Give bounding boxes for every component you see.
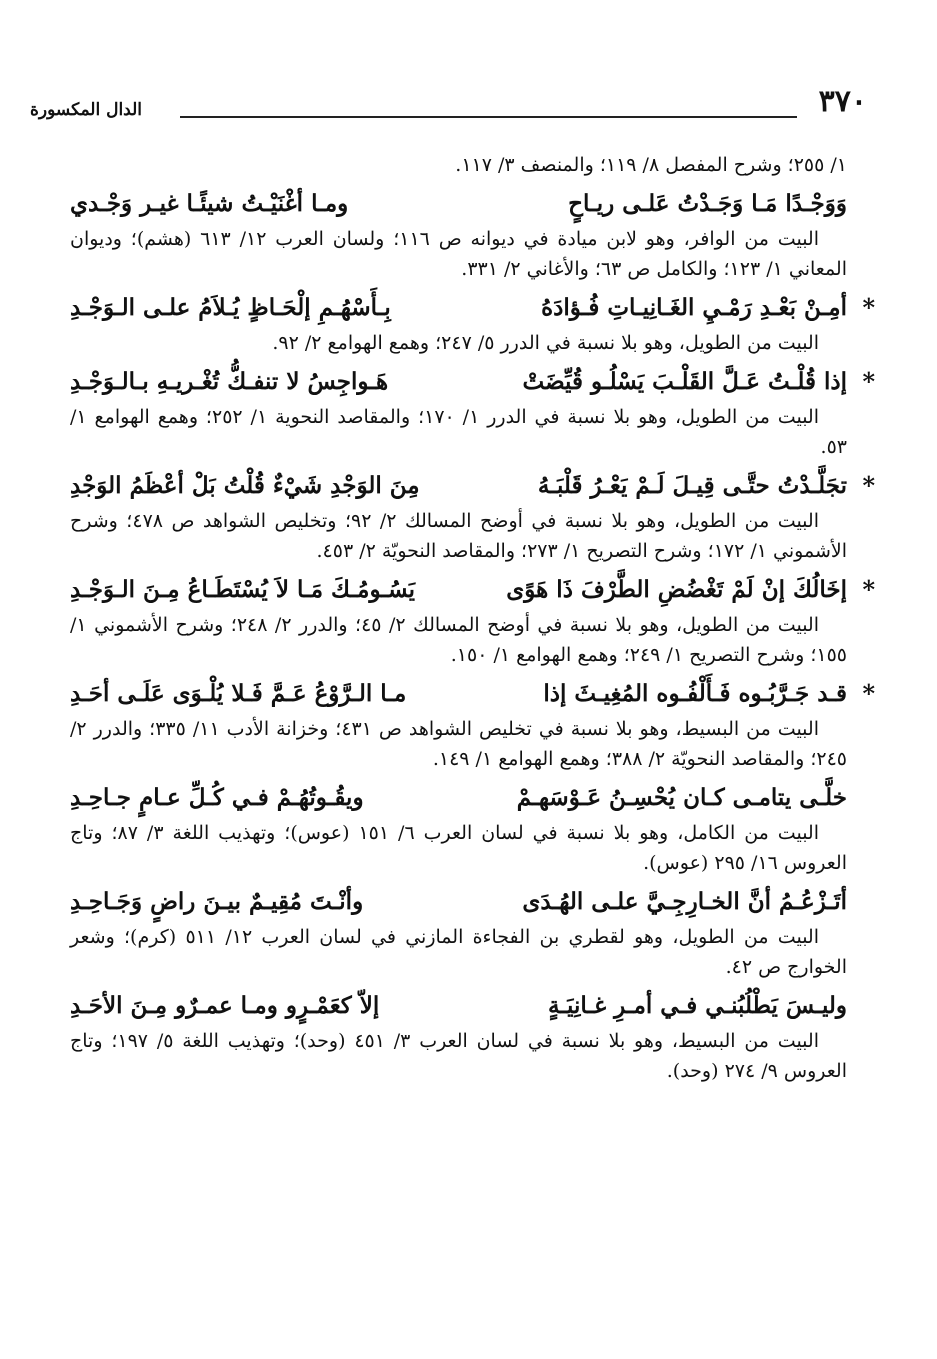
- asterisk-marker: *: [862, 679, 875, 708]
- second-hemistich: بِـأَسْهُـمِ إلْحَـاظٍ يُـلاَمُ علـى الـوَجْـدِ: [70, 294, 391, 321]
- first-hemistich: قـد جَـرَّبُـوه فَـأَلْفُـوه المُغِيـثَ إذا: [543, 680, 847, 707]
- verse-note: البيت من البسيط، وهو بلا نسبة في لسان العرب ٣/ ٤٥١ (وحد)؛ وتهذيب اللغة ٥/ ١٩٧؛ وتاج العروس ٩/ ٢٧٤ (وحد).: [70, 1030, 847, 1082]
- verse-note: البيت من الطويل، وهو بلا نسبة في أوضح المسالك ٢/ ٤٥؛ والدرر ٢/ ٢٤٨؛ وشرح الأشموني ١/ ١٥٥؛ وشرح التصريح ١/ ٢٤٩؛ وهمع الهوامع ١/ ١٥٠.: [70, 614, 847, 666]
- verse-note: البيت من الطويل، وهو بلا نسبة في الدرر ١/ ١٧٠؛ والمقاصد النحوية ١/ ٢٥٢؛ وهمع الهوامع ١/ ٥٣.: [70, 406, 847, 458]
- verse-entry: [70, 886, 847, 982]
- verse-note: البيت من الطويل، وهو لقطري بن الفجاءة المازني في لسان العرب ١٢/ ٥١١ (كرم)؛ وشعر الخوارج ص ٤٢.: [70, 926, 847, 978]
- page-number: ٣٧٠: [818, 84, 867, 119]
- asterisk-marker: *: [862, 367, 875, 396]
- verse-line: [70, 574, 875, 606]
- verse-entry: [70, 574, 875, 670]
- page-content: [70, 150, 875, 1092]
- verse-entry: [70, 782, 847, 878]
- verse-note: البيت من الكامل، وهو بلا نسبة في لسان العرب ٦/ ١٥١ (عوس)؛ وتهذيب اللغة ٣/ ٨٧؛ وتاج العروس ١٦/ ٢٩٥ (عوس).: [70, 822, 847, 874]
- verse-line: [70, 782, 847, 814]
- verse-line: [70, 678, 875, 710]
- asterisk-marker: *: [862, 293, 875, 322]
- verse-note: البيت من الوافر، وهو لابن ميادة في ديوانه ص ١١٦؛ ولسان العرب ١٢/ ٦١٣ (هشم)؛ وديوان المعاني ١/ ١٢٣؛ والكامل ص ٦٣؛ والأغاني ٢/ ٣٣١.: [70, 228, 847, 280]
- first-hemistich: أمِـنْ بَعْـدِ رَمْـيِ الغَـانِيـاتِ فُـؤادَهُ: [541, 294, 847, 321]
- verse-line: [70, 990, 847, 1022]
- verse-entries: [70, 188, 875, 1086]
- running-title: الدال المكسورة: [30, 100, 143, 120]
- second-hemistich: ومـا أغْنَيْـتُ شيئًـا غيـر وَجْـدي: [70, 190, 349, 217]
- verse-note: البيت من الطويل، وهو بلا نسبة في أوضح المسالك ٢/ ٩٢؛ وتخليص الشواهد ص ٤٧٨؛ وشرح الأشموني ١/ ١٧٢؛ وشرح التصريح ١/ ٢٧٣؛ والمقاصد النحويّة ٢/ ٤٥٣.: [70, 510, 847, 562]
- verse-entry: [70, 990, 847, 1086]
- second-hemistich: يَسُـومُـكَ مَـا لاَ يُسْتَطَـاعُ مِـنَ الـوَجْـدِ: [70, 576, 416, 603]
- first-hemistich: وَوَجْـدًا مَـا وَجَـدْتُ عَلـى ريـاحٍ: [568, 190, 847, 217]
- verse-entry: [70, 188, 847, 284]
- asterisk-marker: *: [862, 471, 875, 500]
- first-hemistich: تجَلَّـدْتُ حتَّـى قِيـلَ لَـمْ يَعْـرُ قَلْبَـهُ: [537, 472, 847, 499]
- first-hemistich: خلَّـى يتامـى كـان يُحْسِـنُ عَـوْسَهـمْ: [516, 784, 847, 811]
- second-hemistich: هَـواجِسُ لا تنفـكُّ تُغْـريـهِ بـالـوَجْـدِ: [70, 368, 389, 395]
- second-hemistich: وأنْـتَ مُقِيـمٌ بيـنَ راضٍ وَجَـاحِـدِ: [70, 888, 364, 915]
- verse-line: [70, 292, 875, 324]
- verse-note: البيت من البسيط، وهو بلا نسبة في تخليص الشواهد ص ٤٣١؛ وخزانة الأدب ١١/ ٣٣٥؛ والدرر ٢/ ٢٤٥؛ والمقاصد النحويّة ٢/ ٣٨٨؛ وهمع الهوامع ١/ ١٤٩.: [70, 718, 847, 770]
- first-hemistich: وليـسَ يَطْلُبُنـي فـي أمـرِ غـانِيَـةٍ: [547, 992, 847, 1019]
- first-hemistich: إخَالُكَ إنْ لَمْ تَغْضُضِ الطَّرْفَ ذَا هَوًى: [506, 576, 847, 603]
- lead-note: ١/ ٢٥٥؛ وشرح المفصل ٨/ ١١٩؛ والمنصف ٣/ ١١٧.: [455, 154, 847, 176]
- verse-line: [70, 188, 847, 220]
- second-hemistich: ويقُـوتُهُـمْ فـي كُـلِّ عـامٍ جـاحِـدِ: [70, 784, 364, 811]
- first-hemistich: أتَـزْعُـمُ أنَّ الخـارِجِـيَّ علـى الهُـدَى: [522, 888, 847, 915]
- verse-entry: [70, 292, 875, 358]
- second-hemistich: إلاّ كعَمْـرٍو ومـا عمـرٌو مِـنَ الأحَـدِ: [70, 992, 380, 1019]
- verse-line: [70, 366, 875, 398]
- second-hemistich: مِنَ الوَجْدِ شَيْءٌ قُلْتُ بَلْ أعْظَمُ الوَجْدِ: [70, 472, 420, 499]
- first-hemistich: إذا قُلْـتُ عَـلَّ القَلْـبَ يَسْلُـو قُيِّضَتْ: [522, 368, 847, 395]
- page-header: [30, 84, 867, 124]
- verse-entry: [70, 366, 875, 462]
- header-rule: [180, 116, 797, 118]
- asterisk-marker: *: [862, 575, 875, 604]
- verse-entry: [70, 678, 875, 774]
- verse-entry: [70, 470, 875, 566]
- verse-note: البيت من الطويل، وهو بلا نسبة في الدرر ٥/ ٢٤٧؛ وهمع الهوامع ٢/ ٩٢.: [272, 332, 819, 354]
- verse-line: [70, 470, 875, 502]
- verse-line: [70, 886, 847, 918]
- second-hemistich: مـا الـرَّوْعُ عَـمَّ فَـلا يُلْـوَى عَلَـى أحَـدِ: [70, 680, 407, 707]
